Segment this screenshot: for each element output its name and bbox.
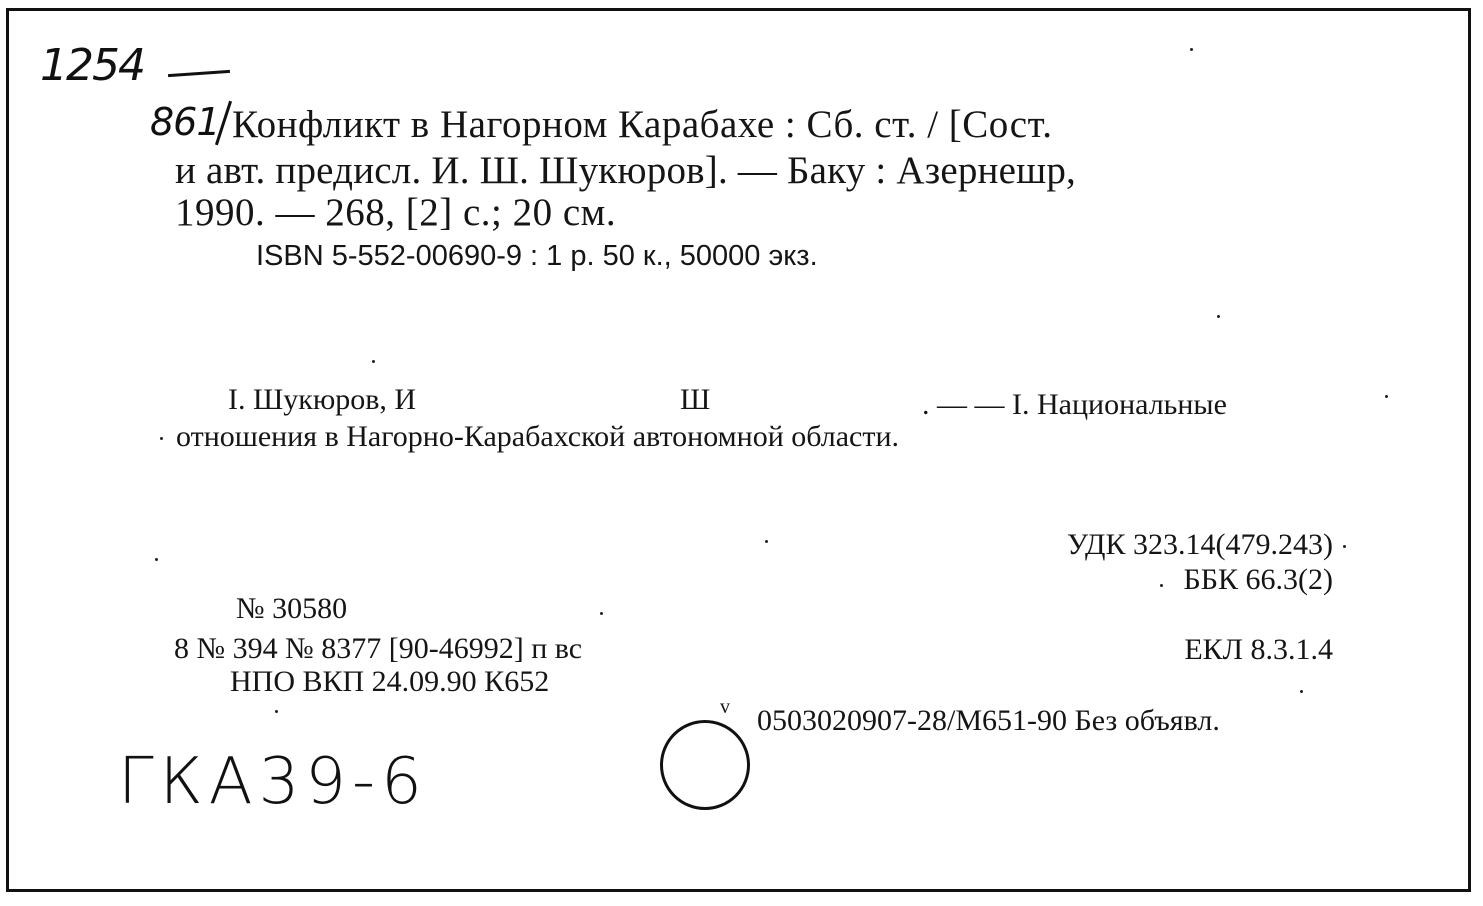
scan-speck: [1300, 690, 1303, 693]
scan-speck: [155, 558, 158, 561]
bbk-code: ББК 66.3(2): [1183, 563, 1333, 596]
scan-speck: [1385, 395, 1388, 398]
scan-speck: [372, 360, 375, 363]
scan-speck: [765, 540, 768, 543]
order-line: 8 № 394 № 8377 [90-46992] п вс: [174, 632, 583, 665]
isbn-line: ISBN 5-552-00690-9 : 1 р. 50 к., 50000 экз.: [256, 240, 818, 272]
scan-speck: [1217, 315, 1220, 318]
subject-line-1-right: . — — I. Национальные: [922, 388, 1227, 421]
subject-line-1-mid: Ш: [680, 383, 711, 416]
npo-line: НПО ВКП 24.09.90 К652: [230, 665, 550, 698]
scan-speck: [160, 437, 163, 440]
scan-speck: [1160, 584, 1163, 587]
subject-line-1-left: I. Шукюров, И: [228, 383, 417, 416]
entry-line-2: и авт. предисл. И. Ш. Шукюров]. — Баку : Азернешр,: [175, 149, 1077, 192]
subject-line-2: отношения в Нагорно-Карабахской автономной области.: [176, 420, 900, 453]
handwritten-sub-number: 861: [150, 100, 220, 144]
code-mark: v: [720, 696, 730, 718]
handwritten-shelf-mark: ГКА39-6: [118, 745, 428, 819]
circle-stamp: [660, 720, 750, 810]
scan-speck: [275, 710, 278, 713]
udk-code: УДК 323.14(479.243): [1066, 528, 1333, 561]
scan-speck: [600, 612, 603, 615]
classification-code: 0503020907-28/М651-90 Без объявл.: [757, 704, 1220, 737]
entry-line-1: Конфликт в Нагорном Карабахе : Сб. ст. / [Сост.: [232, 103, 1053, 146]
entry-line-3: 1990. — 268, [2] с.; 20 см.: [175, 191, 617, 234]
handwritten-call-number: 1254: [40, 40, 144, 91]
scan-speck: [1343, 545, 1346, 548]
scan-speck: [1190, 48, 1193, 51]
record-number: № 30580: [236, 592, 348, 625]
ekl-code: ЕКЛ 8.3.1.4: [1184, 633, 1333, 666]
